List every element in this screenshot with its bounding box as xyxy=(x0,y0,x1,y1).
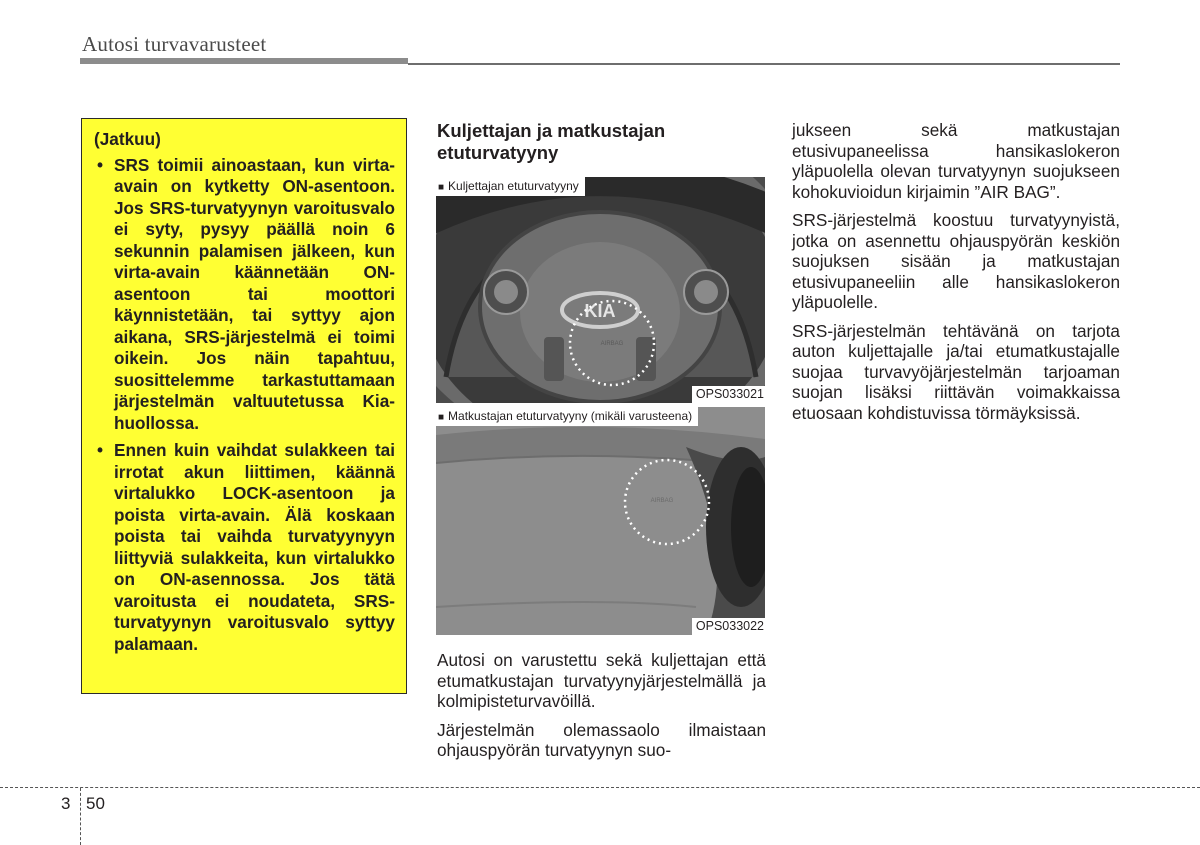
caption-marker: ■ xyxy=(438,182,445,193)
steering-wheel-illustration xyxy=(436,177,765,403)
paragraph: SRS-järjestelmän tehtävänä on tarjota auton kuljettajalle ja/tai etumatkustajalle suojaa turvavyöjärjestelmän tarjoaman suojan lisäksi riittävän voimakkaissa etuosaan kohdistuvissa törmäyksissä. xyxy=(792,320,1120,423)
figure-caption-text: Kuljettajan etuturvatyyny xyxy=(448,179,579,193)
warning-item: • SRS toimii ainoastaan, kun virta-avain on kytketty ON-asentoon. Jos SRS-turvatyynyn varoitusvalo ei syty, pysyy päällä noin 6 sekunnin palamisen jälkeen, kun virta-avain käännetään ON-asentoon tai moottori käynnistetään, tai syttyy ajon aikana, SRS-järjestelmä ei toimi oikein. Jos näin tapahtuu, suosittelemme tarkastuttamaan järjestelmän valtuutetussa Kia-huollossa. xyxy=(94,155,395,435)
chapter-number: 3 xyxy=(61,794,71,813)
section-heading: Kuljettajan ja matkustajan etuturvatyyny xyxy=(437,120,666,163)
warning-continued-label: (Jatkuu) xyxy=(94,129,161,149)
middle-column-text xyxy=(437,650,766,769)
airbag-emboss: AIRBAG xyxy=(600,341,624,347)
warning-item: • Ennen kuin vaihdat sulakkeen tai irrotat akun liittimen, käännä virtalukko LOCK-asentoon ja poista virta-avain. Älä koskaan poista tai vaihda turvatyynyyn liittyviä sulakkeita, kun virtalukko on ON-asennossa. Jos tätä varoitusta ei noudateta, SRS-turvatyynyn varoitusvalo syttyy palamaan. xyxy=(94,440,395,655)
page-header-title: Autosi turvavarusteet xyxy=(82,32,267,56)
paragraph: SRS-järjestelmä koostuu turvatyynyistä, jotka on asennettu ohjauspyörän keskiön suojuksen sisään ja matkustajan etusivupaneeliin alle hansikaslokeron yläpuolelle. xyxy=(792,210,1120,312)
figure-caption-text: Matkustajan etuturvatyyny (mikäli varusteena) xyxy=(448,409,693,423)
passenger-airbag-figure xyxy=(436,407,765,635)
figure-code: OPS033022 xyxy=(692,618,765,635)
right-column-text xyxy=(792,120,1120,431)
paragraph: Järjestelmän olemassaolo ilmaistaan ohjauspyörän turvatyynyn suo- xyxy=(437,719,766,760)
warning-box xyxy=(81,118,407,694)
warning-list xyxy=(94,155,395,656)
footer-rule xyxy=(0,787,1200,788)
driver-airbag-figure xyxy=(436,177,765,403)
kia-logo: KIA xyxy=(584,301,616,321)
header-bar xyxy=(80,58,408,64)
dashboard-illustration xyxy=(436,407,765,635)
figure-caption xyxy=(436,407,698,426)
caption-marker: ■ xyxy=(438,412,445,423)
figure-code: OPS033021 xyxy=(692,386,765,403)
paragraph: jukseen sekä matkustajan etusivupaneelissa hansikaslokeron yläpuolella olevan turvatyynyn suojukseen kohokuvioidun kirjaimin ”AIR BAG”. xyxy=(792,120,1120,202)
paragraph: Autosi on varustettu sekä kuljettajan että etumatkustajan turvatyynyjärjestelmällä ja kolmipisteturvavöillä. xyxy=(437,650,766,711)
header-rule xyxy=(408,63,1120,65)
airbag-emboss: AIRBAG xyxy=(650,498,674,504)
footer-divider xyxy=(80,788,81,845)
figure-caption xyxy=(436,177,585,196)
page-number: 50 xyxy=(86,794,105,813)
